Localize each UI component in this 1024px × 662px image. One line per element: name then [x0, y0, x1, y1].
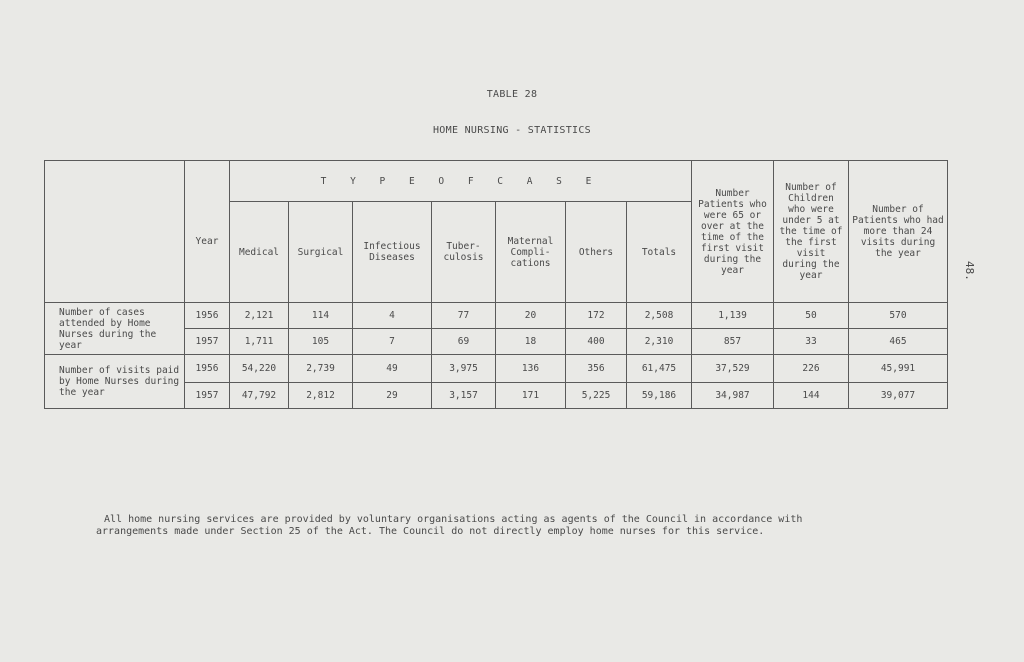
maternal-cell: 171 [496, 383, 566, 409]
surgical-header: Surgical [289, 202, 353, 303]
infectious-cell: 4 [353, 303, 432, 329]
medical-header: Medical [230, 202, 289, 303]
tuberculosis-cell: 3,157 [432, 383, 496, 409]
surgical-cell: 114 [289, 303, 353, 329]
others-cell: 172 [566, 303, 627, 329]
tuberculosis-header: Tuber- culosis [432, 202, 496, 303]
totals-cell: 2,310 [627, 329, 692, 355]
table-row [45, 303, 948, 329]
over65-cell: 857 [692, 329, 774, 355]
medical-cell: 54,220 [230, 355, 289, 383]
medical-cell: 47,792 [230, 383, 289, 409]
infectious-cell: 7 [353, 329, 432, 355]
maternal-cell: 136 [496, 355, 566, 383]
maternal-cell: 18 [496, 329, 566, 355]
totals-cell: 61,475 [627, 355, 692, 383]
type-of-case-header: T Y P E O F C A S E [230, 161, 692, 202]
row-group-label: Number of cases attended by Home Nurses during the year [45, 303, 185, 355]
footnote-line-2: arrangements made under Section 25 of the Act. The Council do not directly employ home nurses for this service. [96, 526, 765, 537]
others-cell: 356 [566, 355, 627, 383]
infectious-cell: 29 [353, 383, 432, 409]
table-row [45, 355, 948, 383]
under5-cell: 144 [774, 383, 849, 409]
over24-cell: 465 [849, 329, 948, 355]
over65-cell: 1,139 [692, 303, 774, 329]
year-header: Year [185, 161, 230, 303]
maternal-cell: 20 [496, 303, 566, 329]
table-title: TABLE 28 [486, 89, 538, 100]
over65-cell: 34,987 [692, 383, 774, 409]
others-header: Others [566, 202, 627, 303]
tuberculosis-cell: 77 [432, 303, 496, 329]
tuberculosis-cell: 69 [432, 329, 496, 355]
footnote-line-1: All home nursing services are provided by voluntary organisations acting as agents of the Council in accordance with [104, 514, 803, 525]
surgical-cell: 2,739 [289, 355, 353, 383]
totals-cell: 2,508 [627, 303, 692, 329]
page-number: 48. [963, 261, 976, 281]
surgical-cell: 105 [289, 329, 353, 355]
year-cell: 1956 [185, 303, 230, 329]
year-cell: 1957 [185, 383, 230, 409]
totals-cell: 59,186 [627, 383, 692, 409]
home-nursing-statistics-table [44, 160, 948, 409]
over65-header: Number Patients who were 65 or over at the time of the first visit during the year [692, 161, 774, 303]
totals-header: Totals [627, 202, 692, 303]
medical-cell: 1,711 [230, 329, 289, 355]
over24-visits-header: Number of Patients who had more than 24 visits during the year [849, 161, 948, 303]
under5-cell: 50 [774, 303, 849, 329]
year-cell: 1956 [185, 355, 230, 383]
year-cell: 1957 [185, 329, 230, 355]
table-subtitle: HOME NURSING - STATISTICS [432, 125, 591, 136]
over24-cell: 570 [849, 303, 948, 329]
infectious-header: Infectious Diseases [353, 202, 432, 303]
over24-cell: 45,991 [849, 355, 948, 383]
medical-cell: 2,121 [230, 303, 289, 329]
others-cell: 5,225 [566, 383, 627, 409]
row-group-label: Number of visits paid by Home Nurses during the year [45, 355, 185, 409]
over24-cell: 39,077 [849, 383, 948, 409]
under5-header: Number of Children who were under 5 at the time of the first visit during the year [774, 161, 849, 303]
footnote [96, 514, 924, 538]
others-cell: 400 [566, 329, 627, 355]
row-label-header [45, 161, 185, 303]
under5-cell: 226 [774, 355, 849, 383]
header-row-1 [45, 161, 948, 202]
maternal-header: Maternal Compli- cations [496, 202, 566, 303]
over65-cell: 37,529 [692, 355, 774, 383]
tuberculosis-cell: 3,975 [432, 355, 496, 383]
under5-cell: 33 [774, 329, 849, 355]
infectious-cell: 49 [353, 355, 432, 383]
surgical-cell: 2,812 [289, 383, 353, 409]
